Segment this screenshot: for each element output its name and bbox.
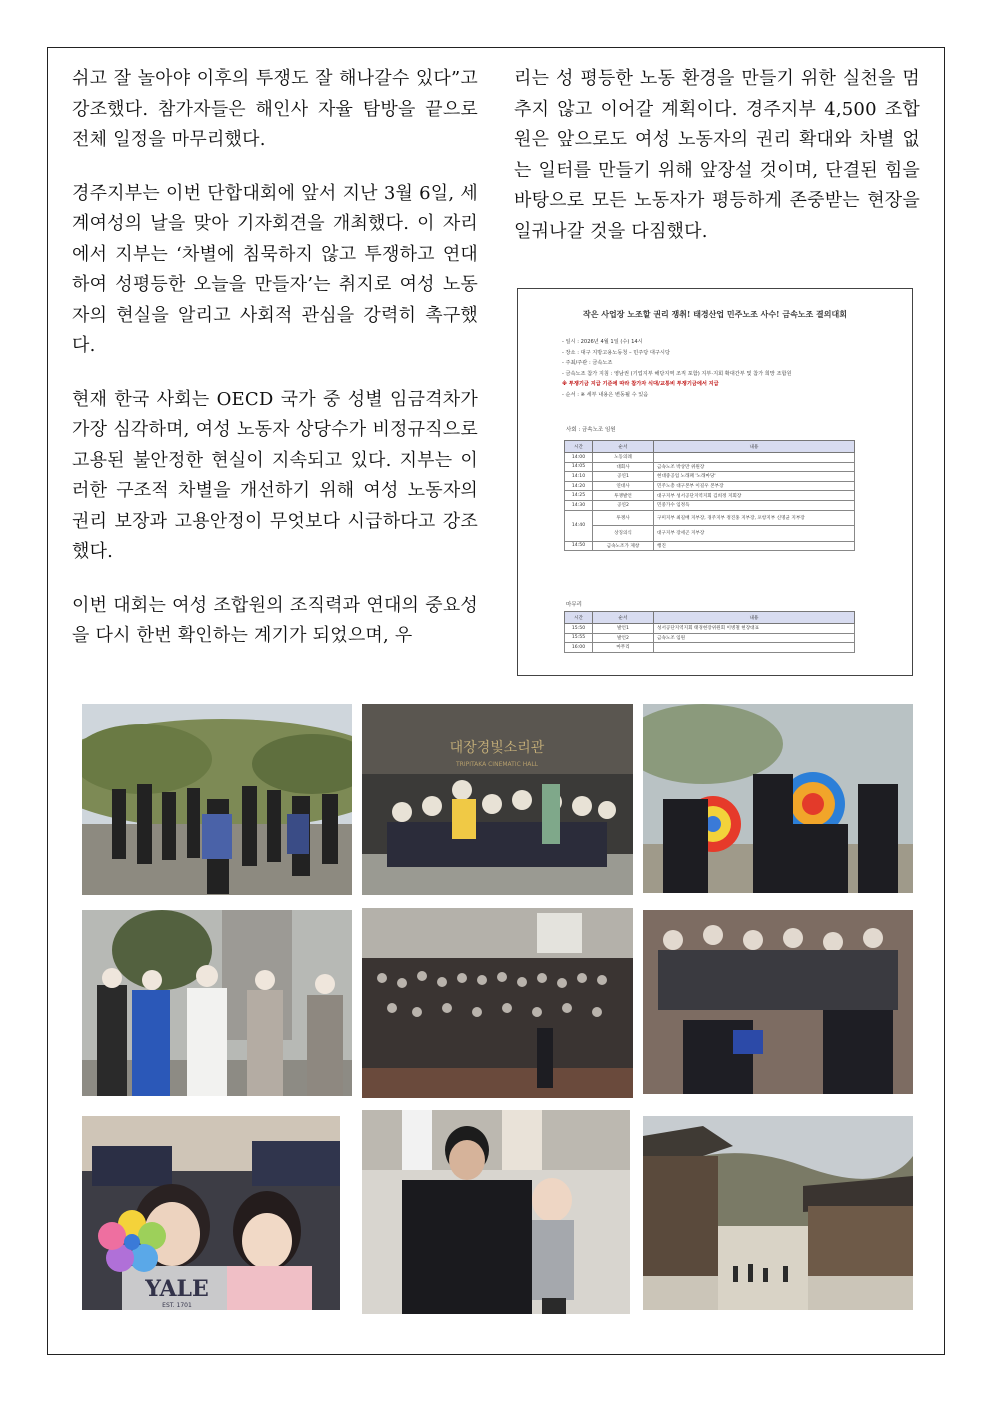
host-label: 사회 : 금속노조 임원	[566, 427, 616, 433]
table-row: 14:20 연대사 민주노총 대구본부 이길우 본부장	[565, 481, 855, 491]
schedule-table-main	[564, 440, 855, 551]
col-header: 시간	[565, 441, 593, 453]
info-line: - 순서 : ※ 세부 내용은 변동될 수 있음	[562, 391, 649, 398]
photo-man-with-child	[362, 1110, 630, 1314]
photo-haeinsa-temple	[643, 1116, 913, 1310]
table-row: 14:05 대회사 금속노조 박상만 위원장	[565, 462, 855, 472]
paragraph: 쉬고 잘 놀아야 이후의 투쟁도 잘 해나갈수 있다”고 강조했다. 참가자들은 해인사 자율 탐방을 끝으로 전체 일정을 마무리했다.	[72, 68, 478, 150]
paragraph: 이번 대회는 여성 조합원의 조직력과 연대의 중요성을 다시 한번 확인하는 계기가 되었으며, 우	[72, 594, 478, 646]
paragraph: 경주지부는 이번 단합대회에 앞서 지난 3월 6일, 세계여성의 날을 맞아 기자회견을 개최했다. 이 자리에서 지부는 ‘차별에 침묵하지 않고 투쟁하고 연대하여 성평등한 오늘을 만들자’는 취지로 여성 노동자의 현실을 알리고 사회적 관심을 강력히 촉구했다.	[72, 182, 478, 356]
table-row: 14:40 투쟁사 구미지부 최길배 지부장, 경주지부 정진홍 지부장, 포항지부 신명균 지부장	[565, 510, 855, 526]
photo-audience-stands	[362, 908, 633, 1098]
rally-schedule-image	[517, 288, 913, 676]
schedule-info	[562, 337, 792, 401]
sign-subtext: TRIPITAKA CINEMATIC HALL	[455, 761, 539, 768]
col-header: 순서	[593, 612, 654, 624]
photo-cheering-crowd	[643, 910, 913, 1094]
info-line: - 장소 : 대구 지방고용노동청 – 민주당 대구시당	[562, 349, 670, 356]
photo-women-with-signs	[82, 910, 352, 1096]
table-row: 15:50 발언1 성서공단지역지회 태경현장위원회 이병철 현장대표	[565, 624, 855, 634]
info-note: ※ 투쟁기금 지급 기준에 따라 참가자 식대/교통비 투쟁기금에서 지급	[562, 381, 719, 388]
paragraph: 현재 한국 사회는 OECD 국가 중 성별 임금격차가 가장 심각하며, 여성 노동자 상당수가 비정규직으로 고용된 불안정한 현실이 지속되고 있다. 지부는 이러한 구조적 차별을 개선하기 위해 여성 노동자의 권리 보장과 고용안정이 무엇보다 시급하다고 강조했다.	[72, 388, 478, 562]
table-row: 14:30 공연2 민중가수 임정득	[565, 500, 855, 510]
col-header: 내용	[654, 441, 855, 453]
col-header: 내용	[654, 612, 855, 624]
col-header: 순서	[593, 441, 654, 453]
table-row: 14:50 금속노조가 제창 행진	[565, 541, 855, 551]
table-row: 14:00 노동의례	[565, 453, 855, 463]
photo-target-game	[643, 704, 913, 893]
photo-group-cinematic-hall	[362, 704, 633, 895]
shirt-text: YALE	[145, 1276, 209, 1302]
table-row: 14:10 공연1 현대중공업 노래패 '노래마당'	[565, 472, 855, 482]
photo-group-on-hill	[82, 704, 352, 895]
article-left-column	[72, 64, 478, 675]
info-line: - 주최/주관 : 금속노조	[562, 360, 613, 367]
schedule-title: 작은 사업장 노조할 권리 쟁취! 태경산업 민주노조 사수! 금속노조 결의대회	[583, 309, 847, 319]
table-row: 15:55 발언2 금속노조 임원	[565, 633, 855, 643]
table-row: 14:25 투쟁발언 대구지부 성서공단지역지회 김희정 지회장	[565, 491, 855, 501]
photo-children-pinwheel	[82, 1116, 340, 1310]
info-line: - 금속노조 참가 지침 : 영남권 (기업지부 해당지역 조직 포함) 지부·지회 확대간부 및 참가 희망 조합원	[562, 370, 792, 377]
schedule-table-finish	[564, 611, 855, 653]
info-line: - 일시 : 2026년 4월 1일 (수) 14시	[562, 339, 643, 345]
sign-text: 대장경빛소리관	[449, 740, 545, 756]
article-right-column	[514, 64, 920, 270]
paragraph: 리는 성 평등한 노동 환경을 만들기 위한 실천을 멈추지 않고 이어갈 계획이다. 경주지부 4,500 조합원은 앞으로도 여성 노동자의 권리 확대와 차별 없는 일터를 만들기 위해 앞장설 것이며, 단결된 힘을 바탕으로 모든 노동자가 평등하게 존중받는 현장을 일궈나갈 것을 다짐했다.	[514, 68, 920, 242]
finish-label: 마무리	[566, 602, 582, 608]
table-row: 상징의식 대구지부 장세곤 지부장	[565, 526, 855, 542]
col-header: 시간	[565, 612, 593, 624]
shirt-subtext: EST. 1701	[162, 1302, 192, 1309]
table-row: 16:00 마무리	[565, 643, 855, 653]
